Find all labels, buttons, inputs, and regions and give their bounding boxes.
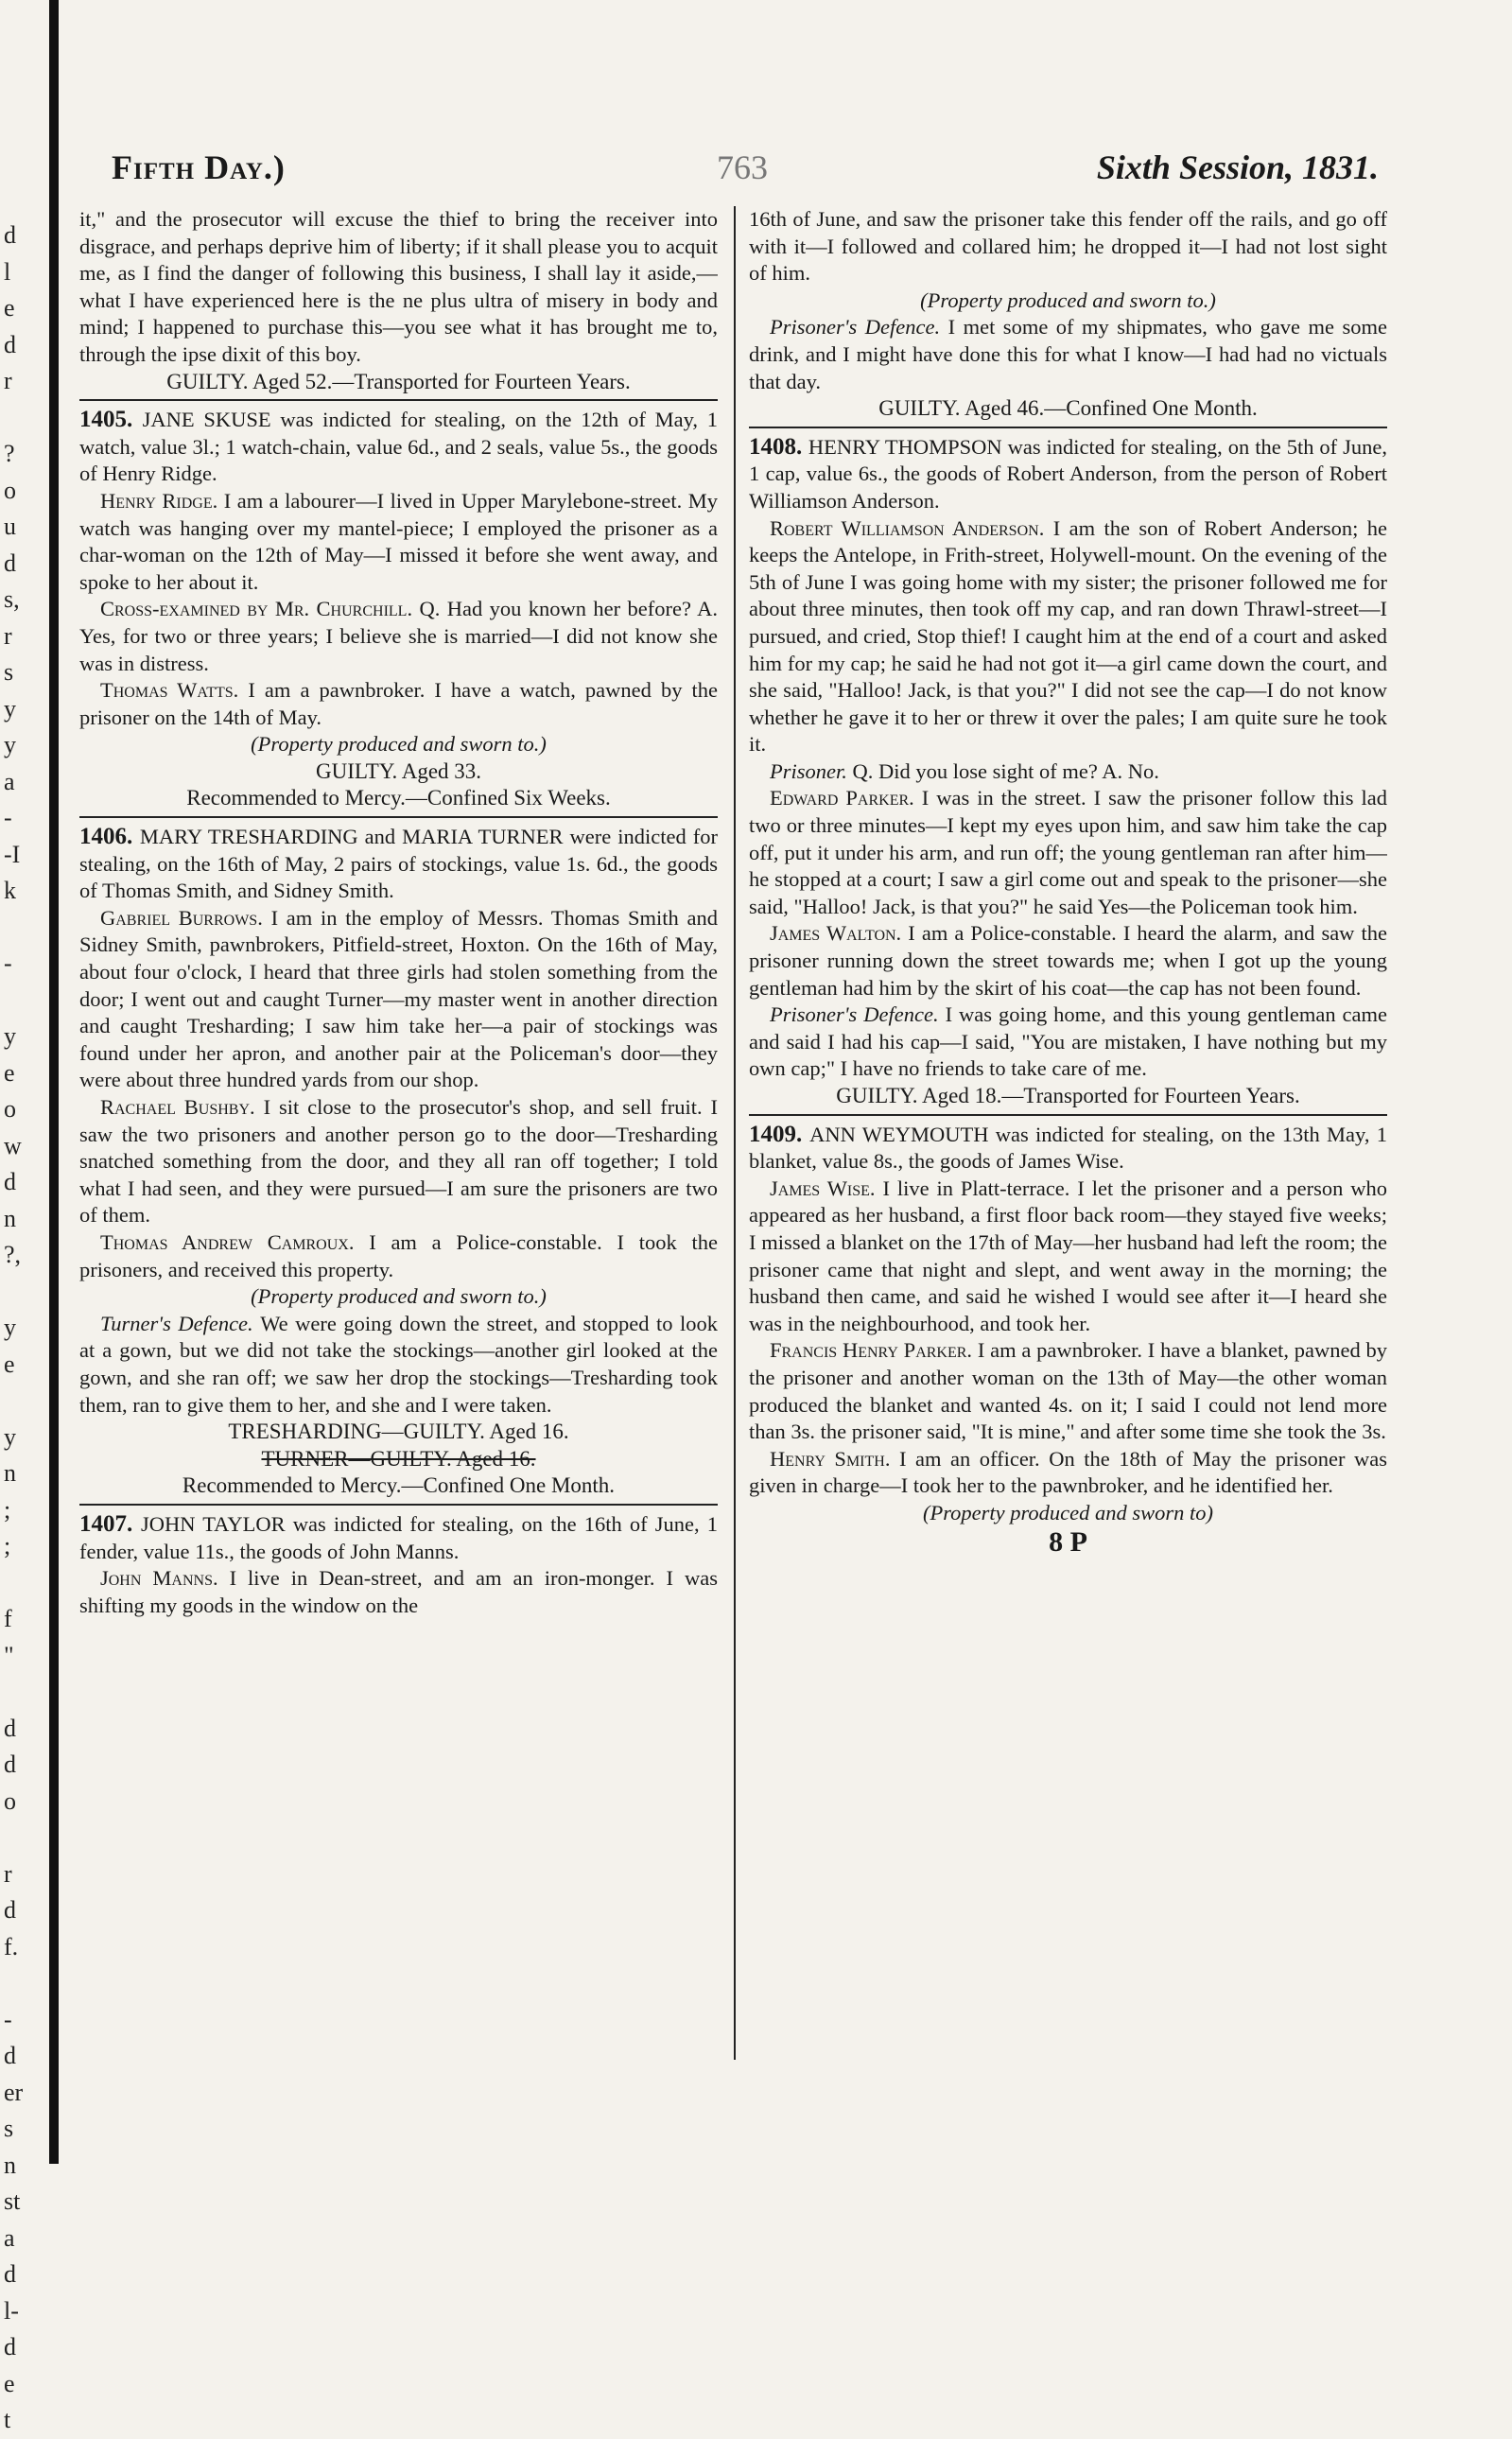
margin-fragment: st <box>4 2187 21 2215</box>
witness-name: Henry Smith. <box>770 1446 899 1471</box>
testimony-text: I am a Police-constable. I heard the alarm, and saw the prisoner running down the street towards me; when I got up the young gentleman had him by the skirt of his coat—the cap has not been found. <box>749 921 1387 1000</box>
speaker-label: Prisoner's Defence. <box>770 1002 946 1027</box>
margin-fragment: - <box>4 949 12 977</box>
margin-fragment: u <box>4 513 16 540</box>
margin-fragment: e <box>4 294 15 322</box>
testimony-paragraph <box>749 758 1387 786</box>
witness-name: Francis Henry Parker. <box>770 1338 978 1363</box>
verdict-line: TRESHARDING—GUILTY. Aged 16. <box>228 1420 569 1444</box>
margin-fragment <box>4 1820 42 1856</box>
section-rule <box>79 399 718 401</box>
margin-fragment <box>4 1383 42 1420</box>
margin-fragment: ? <box>4 440 15 467</box>
margin-fragment: a <box>4 2223 15 2252</box>
testimony-paragraph <box>749 515 1387 758</box>
testimony-paragraph <box>79 1094 718 1229</box>
testimony-paragraph <box>79 488 718 596</box>
margin-fragment: l- <box>4 2296 19 2325</box>
speaker-label: Prisoner's Defence. <box>770 315 948 340</box>
testimony-text: I live in Platt-terrace. I let the prisoner and a person who appeared as her husband, a first floor back room—they stayed five weeks; I missed a blanket on the 17th of May—her husband had left the room; the prisoner came that night and slept, and went away in the morning; the husband then came, and said he wished I would see after it—I heard she was in the neighbourhood, and took her. <box>749 1176 1387 1335</box>
margin-fragment: l <box>4 257 11 286</box>
margin-fragment: e <box>4 1350 15 1378</box>
margin-fragment: n <box>4 1459 16 1487</box>
verdict-line: GUILTY. Aged 33. <box>315 758 482 783</box>
testimony-paragraph <box>749 920 1387 1002</box>
margin-fragment: ?, <box>4 1241 22 1268</box>
testimony-paragraph <box>79 206 718 369</box>
case-text: ANN WEYMOUTH was indicted for stealing, on the 13th May, 1 blanket, value 8s., the goods of James Wise. <box>749 1122 1387 1174</box>
verdict-line <box>79 1446 718 1473</box>
testimony-text: I am a Police-constable. I took the prisoners, and received this property. <box>79 1229 718 1281</box>
margin-fragment: e <box>4 2369 15 2397</box>
witness-name: Robert Williamson Anderson. <box>770 515 1053 540</box>
margin-fragment: d <box>4 221 16 249</box>
margin-fragment: f <box>4 1605 12 1632</box>
case-text: MARY TRESHARDING and MARIA TURNER were indicted for stealing, on the 16th of May, 2 pairs of stockings, value 1s. 6d., the goods of Thomas Smith, and Sidney Smith. <box>79 825 718 903</box>
margin-fragment: t <box>4 2406 11 2433</box>
testimony-text: Q. Did you lose sight of me? A. No. <box>852 758 1159 783</box>
verdict-line: GUILTY. Aged 18.—Transported for Fourteen Years. <box>836 1084 1300 1107</box>
case-text: JOHN TAYLOR was indicted for stealing, on the 16th of June, 1 fender, value 11s., the goods of John Manns. <box>79 1511 718 1563</box>
case-number: 1405. <box>79 407 143 433</box>
margin-fragment: s, <box>4 585 20 613</box>
testimony-text: I live in Dean-street, and am an iron-monger. I was shifting my goods in the window on the <box>79 1566 718 1617</box>
margin-fragment: " <box>4 1641 14 1669</box>
margin-fragment: o <box>4 1095 16 1123</box>
testimony-text: I met some of my shipmates, who gave me some drink, and I might have done this for what I know—I had had no victuals that day. <box>749 315 1387 393</box>
column-divider <box>734 206 736 2060</box>
witness-name: Cross-examined by Mr. Churchill. <box>100 597 420 621</box>
testimony-text: I am a pawnbroker. I have a watch, pawned by the prisoner on the 14th of May. <box>79 678 718 729</box>
header-session: Sixth Session, 1831. <box>1096 148 1379 186</box>
testimony-paragraph <box>749 314 1387 395</box>
margin-fragment: k <box>4 877 16 904</box>
margin-fragment: f. <box>4 1932 19 1960</box>
margin-fragment <box>4 910 42 947</box>
case-heading <box>749 434 1387 515</box>
testimony-text: We were going down the street, and stopped to look at a gown, but we did not take the stockings—another girl looked at the gown, and she ran off; we saw her drop the stockings—Tresharding took them, ran to give them to her, and she and I were taken. <box>79 1311 718 1417</box>
case-heading <box>79 824 718 905</box>
margin-fragment: r <box>4 1859 12 1888</box>
witness-name: Edward Parker. <box>770 786 922 810</box>
margin-fragment <box>4 1274 42 1311</box>
witness-name: John Manns. <box>100 1566 230 1591</box>
section-rule <box>79 816 718 818</box>
testimony-text: I am in the employ of Messrs. Thomas Smith and Sidney Smith, pawnbrokers, Pitfield-street, Hoxton. On the 16th of May, about four o'clock, I heard that three girls had stolen something from the door; I went out and caught Turner—my master went in another direction and caught Tresharding; I saw him take her—a pair of stockings was found under her apron, and another pair at the Policeman's door—they were about three hundred yards from our shop. <box>79 905 718 1092</box>
page-number: 763 <box>717 148 768 186</box>
margin-fragment: n <box>4 2151 16 2179</box>
binding-spine <box>49 0 59 2164</box>
margin-fragment: o <box>4 1786 16 1815</box>
testimony-paragraph <box>79 1229 718 1283</box>
verdict-line: Recommended to Mercy.—Confined One Month. <box>182 1473 616 1498</box>
testimony-text: I was going home, and this young gentleman came and said I had his cap—I said, "You are mistaken, I have nothing but my own cap;" I have no friends to take care of me. <box>749 1002 1387 1081</box>
testimony-text: I am an officer. On the 18th of May the prisoner was given in charge—I took her to the pawnbroker, and he identified her. <box>749 1446 1387 1498</box>
testimony-text: Q. Had you known her before? A. Yes, for two or three years; I believe she is married—I did not know she was in distress. <box>79 597 718 675</box>
witness-name: James Walton. <box>770 921 909 946</box>
witness-name: Gabriel Burrows. <box>100 905 271 930</box>
case-number: 1406. <box>79 824 140 850</box>
testimony-paragraph <box>749 1337 1387 1445</box>
verdict-line: GUILTY. Aged 52.—Transported for Fourteen Years. <box>166 369 631 393</box>
margin-fragment <box>4 400 42 437</box>
margin-fragment: r <box>4 621 12 650</box>
signature-mark: 8 P <box>1049 1525 1087 1558</box>
margin-fragment: d <box>4 2260 16 2288</box>
margin-fragment: d <box>4 1168 16 1195</box>
margin-fragment: y <box>4 1314 16 1341</box>
margin-fragment: y <box>4 1422 16 1451</box>
case-heading <box>79 1511 718 1565</box>
testimony-paragraph <box>79 1311 718 1419</box>
margin-fragment: s <box>4 2115 14 2142</box>
witness-name: Henry Ridge. <box>100 488 224 513</box>
margin-fragment: n <box>4 1204 16 1232</box>
witness-name: Thomas Watts. <box>100 678 249 703</box>
testimony-text: I am a labourer—I lived in Upper Marylebone-street. My watch was hanging over my mantel-piece; I employed the prisoner as a char-woman on the 12th of May—I missed it before she went away, and spoke to her about it. <box>79 488 718 594</box>
section-rule <box>79 1504 718 1506</box>
testimony-paragraph <box>749 1176 1387 1338</box>
case-number: 1409. <box>749 1121 810 1147</box>
margin-fragment: e <box>4 1058 15 1087</box>
witness-name: Rachael Bushby. <box>100 1095 264 1119</box>
margin-fragment: d <box>4 1751 16 1778</box>
margin-fragment: d <box>4 2042 16 2069</box>
testimony-paragraph <box>749 785 1387 920</box>
margin-fragment: d <box>4 1896 16 1924</box>
testimony-text: I am the son of Robert Anderson; he keeps the Antelope, in Frith-street, Holywell-mount. On the evening of the 5th of June I was going home with my sister; the prisoner followed me for about three minutes, then took off my cap, and ran down Thrawl-street—I pursued, and cried, Stop thief! I caught him at the end of a court and asked him for my cap; he said he had not got it—a girl came down the court, and she said, "Halloo! Jack, is that you?" I did not see the cap—I do not know whether he gave it to her or threw it over the pales; I am quite sure he took it. <box>749 515 1387 757</box>
testimony-text: I was in the street. I saw the prisoner follow this lad two or three minutes—I kept my eyes upon him, and saw him take the cap off, put it under his arm, and run off; the young gentleman ran after him—he stopped at a court; I saw a girl come out and speak to the prisoner—she said, "Halloo! Jack, is that you?" he said Yes—the Policeman took him. <box>749 786 1387 918</box>
margin-fragment: y <box>4 731 16 758</box>
verdict-line: Recommended to Mercy.—Confined Six Weeks. <box>186 786 611 810</box>
margin-fragment: a <box>4 767 15 795</box>
speaker-label: Turner's Defence. <box>100 1311 261 1335</box>
margin-fragments <box>4 218 42 2439</box>
right-column <box>749 206 1387 2079</box>
testimony-paragraph <box>79 677 718 731</box>
left-column <box>79 206 718 2079</box>
testimony-paragraph <box>749 1002 1387 1083</box>
testimony-text: 16th of June, and saw the prisoner take this fender off the rails, and go off with it—I followed and collared him; he dropped it—I had not lost sight of him. <box>749 207 1387 286</box>
testimony-text: it," and the prosecutor will excuse the thief to bring the receiver into disgrace, and perhaps deprive him of liberty; if it shall please you to acquit me, as I find the danger of following this business, I shall lay it aside,—what I have experienced here is the ne plus ultra of misery in body and mind; I happened to purchase this—you see what it has brought me to, through the ipse dixit of this boy. <box>79 207 718 366</box>
testimony-text: I am a pawnbroker. I have a blanket, pawned by the prisoner and another woman on the 13th of May—the other woman produced the blanket and wanted 4s. on it; I said I could not lend more than 3s. the prisoner said, "It is mine," and after some time she took the 3s. <box>749 1338 1387 1444</box>
header-day: Fifth Day.) <box>112 148 286 186</box>
case-text: HENRY THOMPSON was indicted for stealing, on the 5th of June, 1 cap, value 6s., the goods of Robert Anderson, from the person of Robert Williamson Anderson. <box>749 434 1387 513</box>
case-number: 1408. <box>749 433 808 460</box>
margin-fragment: o <box>4 476 16 504</box>
testimony-paragraph <box>79 905 718 1094</box>
margin-fragment: w <box>4 1131 22 1159</box>
verdict-text: TURNER—GUILTY. Aged 16. <box>261 1446 536 1471</box>
exhibit-note: (Property produced and sworn to.) <box>251 1284 547 1309</box>
testimony-paragraph <box>749 206 1387 287</box>
section-rule <box>749 1114 1387 1116</box>
speaker-label: Prisoner. <box>770 758 853 783</box>
margin-fragment <box>4 983 42 1019</box>
exhibit-note: (Property produced and sworn to.) <box>251 732 547 757</box>
margin-fragment: d <box>4 2333 16 2361</box>
margin-fragment: r <box>4 367 12 394</box>
margin-fragment: ; <box>4 1495 11 1524</box>
page-header <box>112 142 1379 189</box>
testimony-paragraph <box>79 596 718 677</box>
testimony-paragraph <box>79 1565 718 1619</box>
margin-fragment: - <box>4 2005 12 2033</box>
case-text: JANE SKUSE was indicted for stealing, on the 12th of May, 1 watch, value 3l.; 1 watch-chain, value 6d., and 2 seals, value 5s., the goods of Henry Ridge. <box>79 408 718 486</box>
verdict-line: GUILTY. Aged 46.—Confined One Month. <box>878 396 1258 421</box>
testimony-text: I sit close to the prosecutor's shop, and sell fruit. I saw the two prisoners and another person go to the door—Tresharding snatched something from the door, and they all ran off together; I told what I had seen, and they were pursued—I am sure the prisoners are two of them. <box>79 1095 718 1228</box>
margin-fragment: d <box>4 330 16 358</box>
margin-fragment <box>4 1674 42 1711</box>
case-heading <box>79 407 718 488</box>
case-heading <box>749 1122 1387 1176</box>
exhibit-note: (Property produced and sworn to) <box>922 1500 1214 1524</box>
case-number: 1407. <box>79 1510 141 1537</box>
section-rule <box>749 427 1387 428</box>
margin-fragment: d <box>4 549 16 577</box>
margin-fragment: er <box>4 2078 24 2106</box>
margin-fragment: y <box>4 1022 16 1050</box>
margin-fragment: ; <box>4 1532 11 1559</box>
margin-fragment: s <box>4 658 14 686</box>
margin-fragment: - <box>4 804 12 831</box>
witness-name: Thomas Andrew Camroux. <box>100 1229 370 1254</box>
margin-fragment: d <box>4 1714 16 1742</box>
margin-fragment: -I <box>4 840 21 868</box>
margin-fragment <box>4 1965 42 2002</box>
margin-fragment <box>4 1565 42 1602</box>
margin-fragment: y <box>4 694 16 723</box>
exhibit-note: (Property produced and sworn to.) <box>920 287 1216 312</box>
testimony-paragraph <box>749 1446 1387 1500</box>
witness-name: James Wise. <box>770 1176 883 1200</box>
